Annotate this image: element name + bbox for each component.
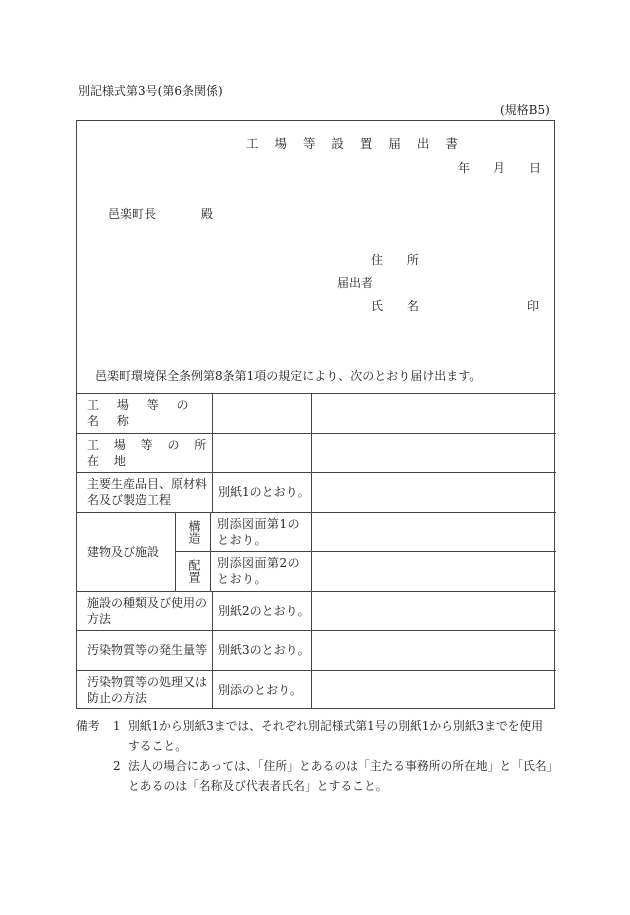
notes-heading: 備考 [76,719,100,733]
sub-label-structure: 構造 [187,520,201,544]
form-id-label: 別記様式第3号(第6条関係) [78,84,223,98]
table-col-line [212,591,213,709]
layout-value: 別添図面第2のとおり。 [217,556,301,586]
note-text-2: 法人の場合にあっては、「住所」とあるのは「主たる事務所の所在地」と「氏名」とあるのは「名称及び代表者氏名」とすること。 [128,759,553,793]
date-month-field[interactable] [493,159,505,176]
date-year-field[interactable] [458,159,470,176]
factory-name-extra-field[interactable] [312,394,555,432]
addressee: 邑楽町長 [108,207,157,221]
notes-section [76,716,556,796]
date-month-label: 月 [493,161,506,175]
pollutant-amount-value: 別紙3のとおり。 [218,643,310,657]
date-day-field[interactable] [529,159,541,176]
paper-size-label: (規格B5) [500,103,550,117]
row-label-pollutant-treatment: 汚染物質等の処理又は防止の方法 [87,674,208,705]
factory-name-field[interactable] [213,394,310,432]
name-label: 氏 名 [371,299,429,313]
date-year-label: 年 [458,161,471,175]
row-label-pollutant-amount: 汚染物質等の発生量等 [87,643,208,657]
note-number: 2 [113,759,121,773]
statement-text: 邑楽町環境保全条例第8条第1項の規定により、次のとおり届け出ます。 [95,369,482,383]
factory-location-extra-field[interactable] [312,434,555,471]
note-text [128,756,554,796]
facility-type-value: 別紙2のとおり。 [218,603,310,618]
main-products-value: 別紙1のとおり。 [218,485,310,499]
factory-location-field[interactable] [213,434,310,471]
row-label-factory-name: 工 場 等 の 名 称 [87,398,196,428]
note-text-1: 別紙1から別紙3までは、それぞれ別記様式第1号の別紙1から別紙3までを使用すること。 [128,719,544,753]
row-label-factory-location: 工 場 等 の 所 在 地 [87,437,212,468]
date-day-label: 日 [529,161,542,175]
form-title: 工 場 等 設 置 届 出 書 [246,136,464,151]
pollutant-treatment-value: 別添のとおり。 [218,682,303,697]
structure-value: 別添図面第1のとおり。 [217,516,301,547]
sub-label-layout: 配置 [187,559,201,583]
table-col-line [175,512,176,591]
address-label: 住 所 [371,253,429,267]
note-text [128,716,554,756]
notifier-role-label: 届出者 [337,276,374,290]
note-number: 1 [113,719,121,733]
seal-mark: 印 [527,299,540,313]
form-box [76,120,555,709]
row-label-buildings: 建物及び施設 [87,544,160,559]
row-label-main-products: 主要生産品目、原材料名及び製造工程 [87,477,208,507]
row-label-facility-type: 施設の種類及び使用の方法 [87,595,208,626]
honorific: 殿 [201,207,214,221]
table-col-line [210,512,211,591]
